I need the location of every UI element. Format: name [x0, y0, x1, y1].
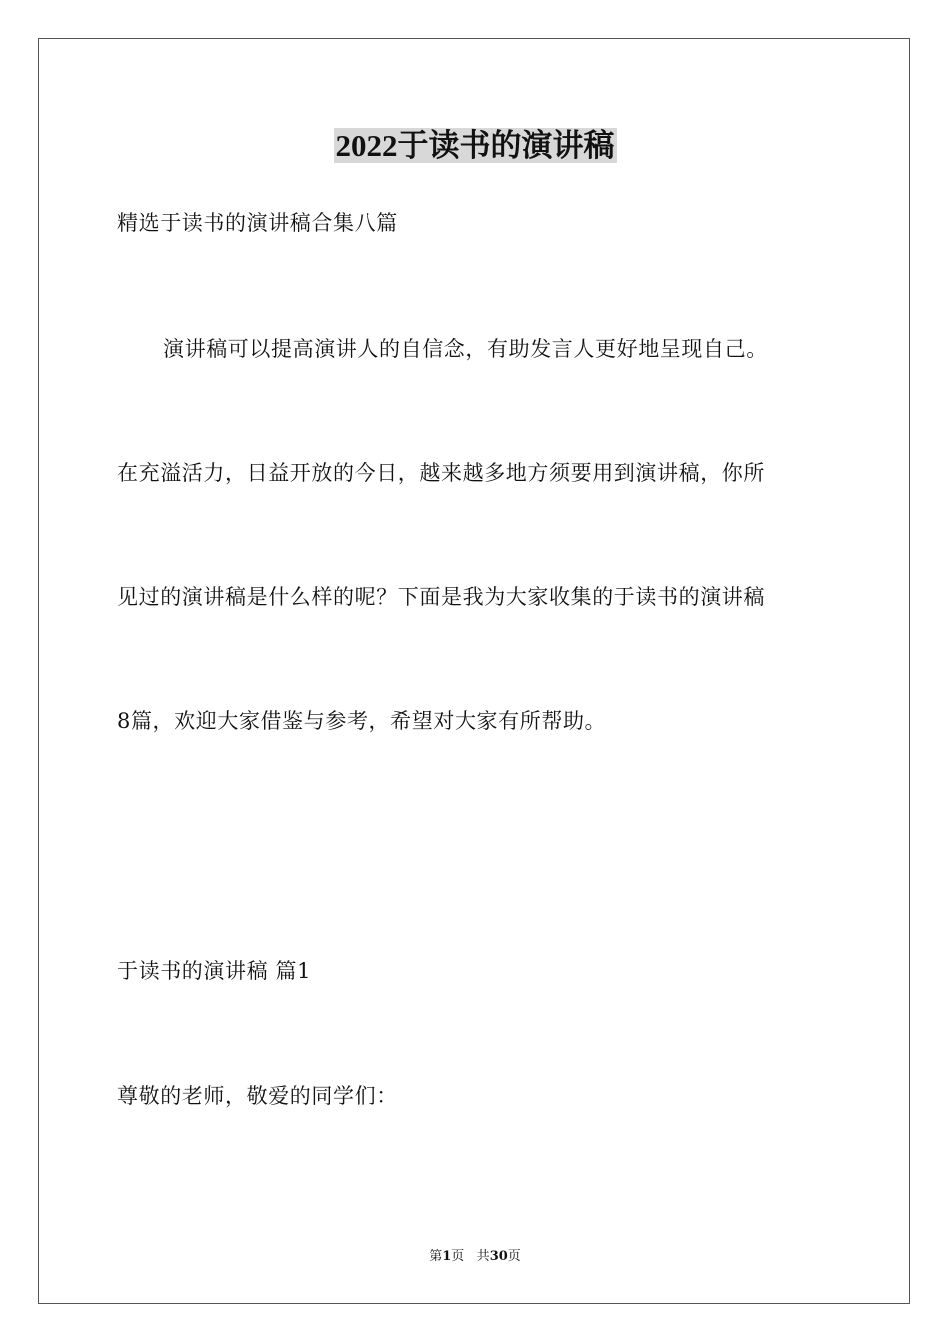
document-title: [0, 124, 950, 168]
salutation: 尊敬的老师，敬爱的同学们：: [117, 1084, 398, 1108]
intro-line-4: 8篇，欢迎大家借鉴与参考，希望对大家有所帮助。: [117, 709, 607, 733]
footer-page-suffix: 页: [451, 1249, 465, 1264]
footer-total-suffix: 页: [507, 1249, 521, 1264]
footer-total-prefix: 共: [476, 1249, 490, 1264]
document-subtitle: 精选于读书的演讲稿合集八篇: [117, 211, 398, 235]
footer-page-number: 1: [442, 1249, 452, 1264]
intro-line-2: 在充溢活力，日益开放的今日，越来越多地方须要用到演讲稿，你所: [117, 461, 765, 485]
section-heading: 于读书的演讲稿 篇1: [117, 959, 312, 983]
footer-prefix: 第: [429, 1249, 443, 1264]
page-footer: [0, 1248, 950, 1266]
intro-line-1: 演讲稿可以提高演讲人的自信念，有助发言人更好地呈现自己。: [163, 337, 768, 361]
document-title-text: 2022于读书的演讲稿: [335, 128, 615, 163]
intro-line-3: 见过的演讲稿是什么样的呢？下面是我为大家收集的于读书的演讲稿: [117, 585, 765, 609]
footer-total-pages: 30: [489, 1249, 508, 1264]
